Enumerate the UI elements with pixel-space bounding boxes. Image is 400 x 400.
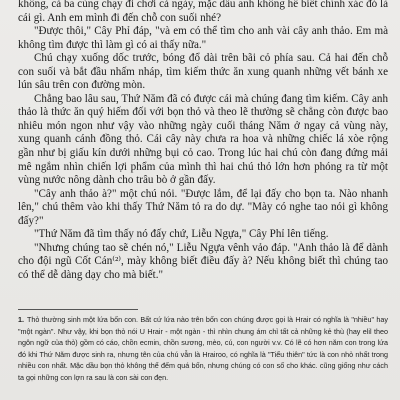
paragraph: "Được thôi," Cây Phỉ đáp, "và em có thể tìm cho anh vài cây anh thảo. Em mà không tìm được thì làm gì có ai thấy nữa." — [18, 25, 388, 51]
footnote-text: Thỏ thường sinh một lứa bốn con. Bất cứ lứa nào trên bốn con chúng được gọi là Hrair có nghĩa là "nhiều" hay "một ngàn". Như vậy, khi bọn thỏ nói U Hrair - một ngàn - thì nhìn chung ám chỉ tất cả những kẻ thù (hay elil theo ngôn ngữ của thỏ) gồm có cáo, chồn ecmin, chồn sương, mèo, cú, con người v.v. Có lẽ có hơn năm con trong lứa đó khi Thứ Năm được sinh ra, nhưng tên của chú vẫn là Hrairoo, có nghĩa là "Tiểu thiên" tức là con nhỏ nhất trong nhiều con nhất. Mặc dầu bọn thỏ không thể đếm quá bốn, nhưng chúng có con số cho khác. cũng giống như cách ta gọi những con lợn ra sau là con sài con đẹn. — [18, 315, 388, 382]
paragraph: "Thứ Năm đã tìm thấy nó đấy chứ, Liễu Ngựa," Cây Phỉ lên tiếng. — [34, 228, 329, 241]
footnote-divider — [18, 309, 138, 310]
paragraph: Chẳng bao lâu sau, Thứ Năm đã có được cái mà chúng đang tìm kiếm. Cây anh thảo là thức ăn quý hiếm đối với bọn thỏ và theo lẽ thường sẽ chẳng còn được bao nhiêu món ngon như vậy vào những ngày cuối tháng Năm ở ngay cả vùng này, xung quanh cánh đồng thỏ. Cái cây này chưa ra hoa và những chiếc lá xòe rộng gần như bị giấu kín dưới những bụi cỏ cao. Trong lúc hai chú còn đang đứng mải mê ngắm nhìn chiến lợi phẩm của mình thì hai chú thỏ lớn hơn phóng ra từ một vùng nước nông dành cho trâu bò ở gần đấy. — [18, 92, 388, 187]
paragraph: Chú chạy xuống dốc trước, bóng đổ dài trên bãi cỏ phía sau. Cả hai đến chỗ con suối và bắt đầu nhấm nháp, tìm kiếm thức ăn xung quanh những vết bánh xe lún sâu trên con đường mòn. — [18, 52, 388, 92]
footnote-number: 1. — [18, 315, 24, 324]
paragraph: không, cả ba cùng chạy đi chơi cả ngày, mặc dầu anh không hề biết chính xác đó là cái gì. Anh em mình đi đến chỗ con suối nhé? — [18, 0, 388, 24]
paragraph: "Cây anh thảo à?" một chú nói. "Được lắm, để lại đấy cho bọn ta. Nào nhanh lên," chú thêm vào khi thấy Thứ Năm tỏ ra do dự. "Mày có nghe tao nói gì không đấy?" — [18, 187, 388, 227]
footnote — [18, 314, 388, 384]
paragraph: "Nhưng chúng tao sẽ chén nó," Liễu Ngựa vênh vảo đáp. "Anh thảo là để dành cho đội ngũ Cốt Cán⁽²⁾, mày không biết điều đấy à? Nếu không biết thì chúng tao có thể dễ dàng dạy cho mà biết." — [18, 241, 388, 281]
body-text — [18, 0, 388, 282]
